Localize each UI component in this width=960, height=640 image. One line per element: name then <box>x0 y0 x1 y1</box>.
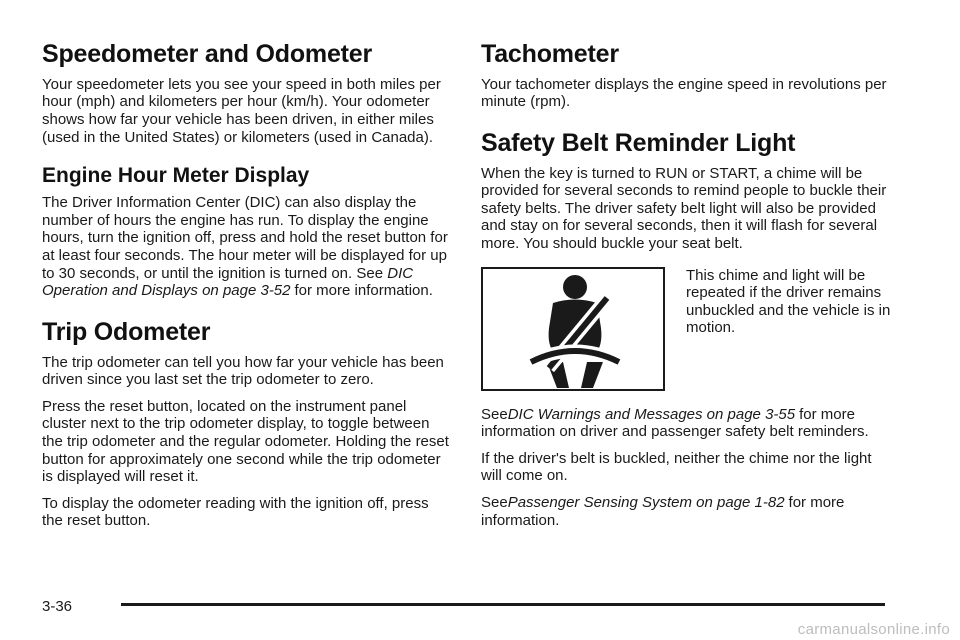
figure-head <box>563 275 587 299</box>
right-column <box>481 40 891 538</box>
trip-paragraph-2: Press the reset button, located on the instrument panel cluster next to the trip odometer display, to toggle between the trip odometer and the regular odometer. Holding the reset button for approximately one second while the trip odometer is displayed will reset it. <box>42 397 449 486</box>
engine-hour-text: The Driver Information Center (DIC) can also display the number of hours the engine has run. To display the engine hours, turn the ignition off, press and hold the reset button for at least four seconds. The hour meter will be displayed for up to 30 seconds, or until the ignition is turned on. See <box>42 194 448 282</box>
figure-row <box>481 267 891 391</box>
left-column <box>42 40 450 539</box>
safety-belt-paragraph: When the key is turned to RUN or START, a chime will be provided for several seconds to remind people to buckle their safety belts. The driver safety belt light will also be provided and stay on for several seconds, then it will flash for several more. You should buckle your seat belt. <box>481 164 887 253</box>
dic-warnings-link[interactable]: DIC Warnings and Messages on page 3-55 <box>507 405 796 423</box>
speedometer-heading: Speedometer and Odometer <box>42 40 373 68</box>
passenger-sensing-link[interactable]: Passenger Sensing System on page 1-82 <box>507 494 785 512</box>
buckled-paragraph: If the driver's belt is buckled, neither the chime nor the light will come on. <box>481 449 872 485</box>
tachometer-heading: Tachometer <box>481 40 619 68</box>
see-dic-warnings-paragraph <box>481 406 891 441</box>
engine-hour-paragraph <box>42 194 450 300</box>
engine-hour-after: for more information. <box>294 282 433 300</box>
speedometer-paragraph: Your speedometer lets you see your speed in both miles per hour (mph) and kilometers per hour (km/h). Your odometer shows how far your vehicle has been driven, in either miles (used in the United States) or kilometers (used in Canada). <box>42 75 441 146</box>
page-number: 3-36 <box>42 598 73 615</box>
seat-belt-icon <box>503 270 643 388</box>
dic-operation-link[interactable]: DIC Operation and Displays on page 3-52 <box>42 264 414 300</box>
engine-hour-heading: Engine Hour Meter Display <box>42 164 310 188</box>
figure-caption: This chime and light will be repeated if the driver remains unbuckled and the vehicle is in motion. <box>686 266 891 337</box>
watermark: carmanualsonline.info <box>797 621 950 638</box>
trip-paragraph-1: The trip odometer can tell you how far your vehicle has been driven since you last set the trip odometer to zero. <box>42 353 444 389</box>
see-passenger-sensing-paragraph <box>481 494 891 529</box>
see-after-2: for more information. <box>481 494 845 529</box>
see-prefix-1: See <box>481 405 508 423</box>
see-prefix-2: See <box>481 494 508 512</box>
footer-rule <box>121 603 885 606</box>
seat-belt-figure <box>481 267 665 391</box>
see-after-1: for more information on driver and passenger safety belt reminders. <box>481 405 869 441</box>
tachometer-paragraph: Your tachometer displays the engine speed in revolutions per minute (rpm). <box>481 75 887 111</box>
safety-belt-heading: Safety Belt Reminder Light <box>481 128 796 157</box>
trip-odometer-heading: Trip Odometer <box>42 317 211 346</box>
trip-paragraph-3: To display the odometer reading with the ignition off, press the reset button. <box>42 494 429 530</box>
